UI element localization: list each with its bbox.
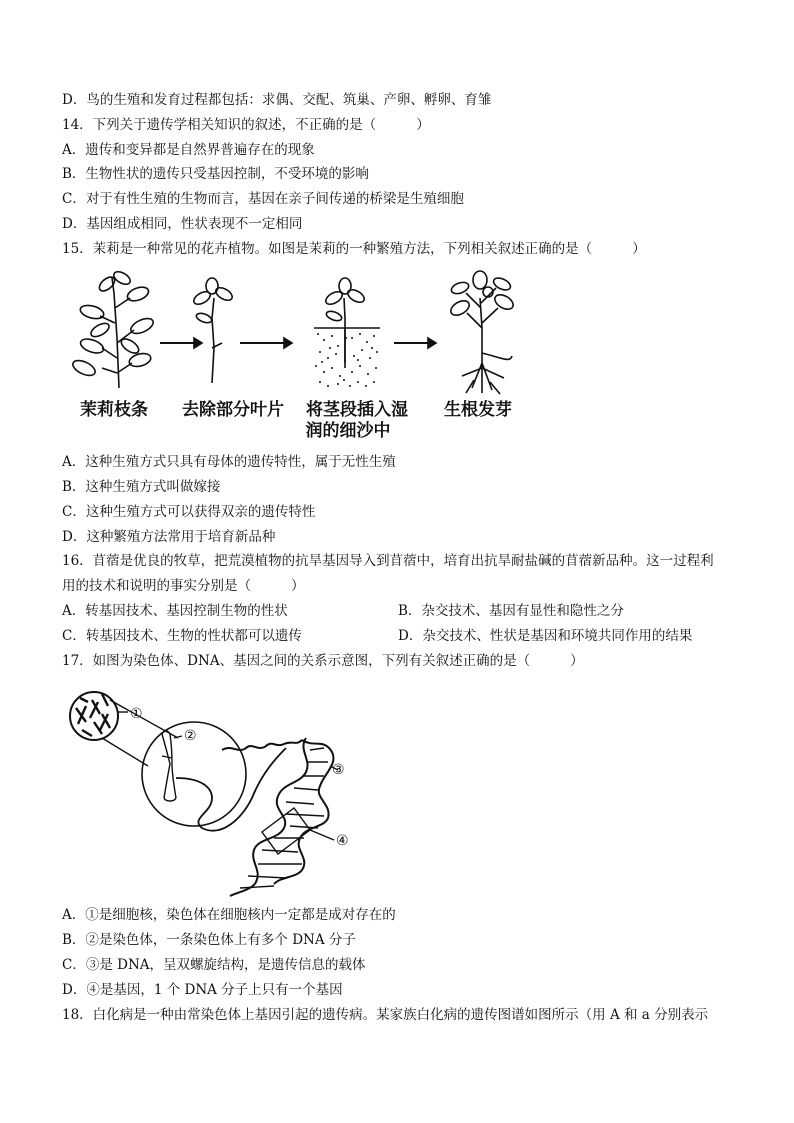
q14-stem-text: 14．下列关于遗传学相关知识的叙述，不正确的是（	[62, 117, 377, 133]
q17-option-b: B．②是染色体，一条染色体上有多个 DNA 分子	[62, 932, 356, 948]
stem-in-sand-illustration	[314, 278, 380, 368]
q14-option-b: B．生物性状的遗传只受基因控制，不受环境的影响	[62, 166, 369, 182]
caption-insert-stem-2: 润的细沙中	[305, 421, 391, 441]
chromosome-cluster	[76, 694, 110, 736]
q15-paren-close: ）	[632, 241, 646, 257]
q16-option-a: A．转基因技术、基因控制生物的性状	[62, 603, 288, 619]
q13-option-d: D．鸟的生殖和发育过程都包括：求偶、交配、筑巢、产卵、孵卵、育雏	[62, 92, 492, 108]
caption-jasmine-branch: 茉莉枝条	[80, 400, 148, 420]
q15-option-c: C．这种生殖方式可以获得双亲的遗传特性	[62, 504, 316, 520]
q15-option-a: A．这种生殖方式只具有母体的遗传特性，属于无性生殖	[62, 454, 396, 470]
label-3: ③	[332, 762, 345, 778]
caption-root-sprout: 生根发芽	[444, 400, 512, 420]
q15-stem	[62, 239, 646, 259]
q16-stem-line1: 16．苜蓿是优良的牧草，把荒漠植物的抗旱基因导入到苜蓿中，培育出抗旱耐盐碱的苜蓿新品种。这一过程利	[62, 553, 714, 569]
sand-texture	[315, 333, 378, 387]
q16-option-c: C．转基因技术、生物的性状都可以遗传	[62, 628, 302, 644]
caption-insert-stem-1: 将茎段插入湿	[306, 400, 408, 420]
q17-figure	[62, 678, 362, 900]
q18-stem: 18．白化病是一种由常染色体上基因引起的遗传病。某家族白化病的遗传图谱如图所示（用 A 和 a 分别表示	[62, 1007, 709, 1023]
q14-option-a: A．遗传和变异都是自然界普遍存在的现象	[62, 142, 315, 158]
jasmine-branch-illustration	[71, 269, 156, 388]
q16-option-b: B．杂交技术、基因有显性和隐性之分	[398, 603, 624, 619]
q16-option-d: D．杂交技术、性状是基因和环境共同作用的结果	[398, 628, 693, 644]
q15-figure	[62, 268, 532, 448]
q17-option-c: C．③是 DNA，呈双螺旋结构，是遗传信息的载体	[62, 957, 366, 973]
q14-option-c: C．对于有性生殖的生物而言，基因在亲子间传递的桥梁是生殖细胞	[62, 191, 464, 207]
q15-stem-text: 15．茉莉是一种常见的花卉植物。如图是茉莉的一种繁殖方法，下列相关叙述正确的是（	[62, 241, 593, 257]
q15-option-d: D．这种繁殖方法常用于培育新品种	[62, 529, 276, 545]
q17-option-d: D．④是基因，1 个 DNA 分子上只有一个基因	[62, 982, 343, 998]
rooted-plant-illustration	[448, 271, 515, 394]
q14-stem	[62, 115, 430, 135]
q16-paren-close: ）	[291, 578, 305, 594]
q17-stem-text: 17．如图为染色体、DNA、基因之间的关系示意图，下列有关叙述正确的是（	[62, 653, 531, 669]
q16-stem-text: 用的技术和说明的事实分别是（	[62, 578, 251, 594]
chromosome-shape	[162, 731, 176, 801]
cell-nucleus-circle	[70, 692, 118, 740]
q16-stem-line2	[62, 576, 305, 596]
q15-option-b: B．这种生殖方式叫做嫁接	[62, 479, 221, 495]
label-4: ④	[336, 833, 349, 849]
trimmed-stem-illustration	[192, 278, 235, 383]
q14-option-d: D．基因组成相同，性状表现不一定相同	[62, 216, 303, 232]
label-2: ②	[184, 728, 197, 744]
q14-paren-close: ）	[416, 117, 430, 133]
q17-stem	[62, 651, 584, 671]
caption-remove-leaves: 去除部分叶片	[182, 400, 284, 420]
q17-paren-close: ）	[570, 653, 584, 669]
q17-option-a: A．①是细胞核，染色体在细胞核内一定都是成对存在的	[62, 907, 396, 923]
label-1: ①	[130, 706, 143, 722]
